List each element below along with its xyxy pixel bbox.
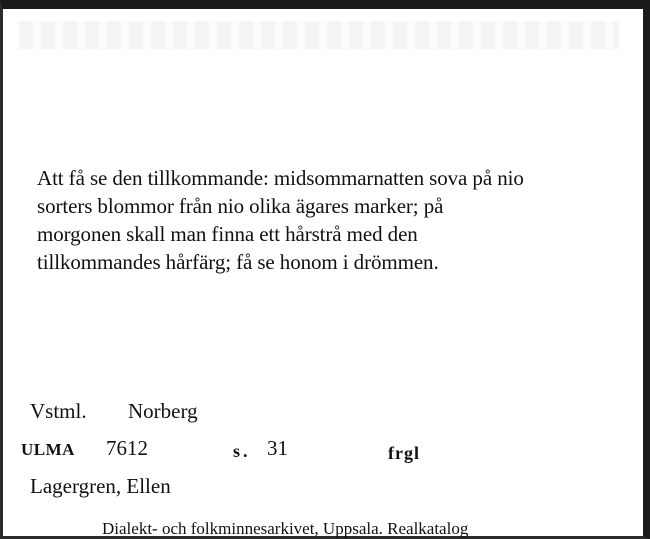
parish-label: Norberg [128, 399, 198, 423]
faded-header-bleedthrough [19, 21, 619, 49]
body-line: sorters blommor från nio olika ägares marker; på [37, 194, 444, 218]
archive-number: 7612 [106, 436, 148, 460]
body-line: Att få se den tillkommande: midsommarnatten sova på nio [37, 166, 524, 190]
page-label: s. [233, 441, 251, 461]
archive-footer: Dialekt- och folkminnesarkivet, Uppsala. Realkatalog [102, 519, 469, 538]
archive-code: ULMA [21, 440, 75, 459]
body-line: tillkommandes hårfärg; få se honom i drömmen. [37, 250, 439, 274]
body-line: morgonen skall man finna ett hårstrå med den [37, 222, 418, 246]
informant-name: Lagergren, Ellen [30, 474, 171, 498]
province-label: Vstml. [30, 399, 87, 423]
page-number: 31 [267, 436, 288, 460]
category-code: frgl [388, 443, 420, 463]
card-body-text [37, 164, 627, 276]
